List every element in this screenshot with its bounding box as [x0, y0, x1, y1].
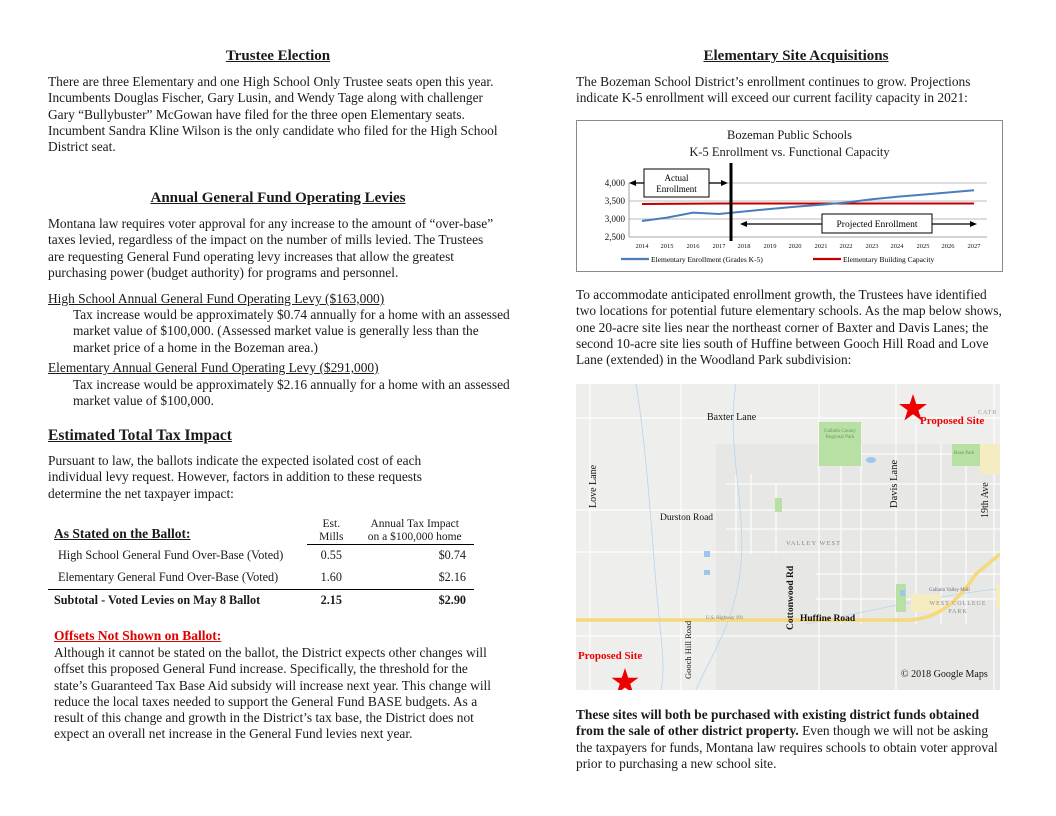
site-acquisitions-heading: Elementary Site Acquisitions: [703, 48, 889, 64]
svg-text:2015: 2015: [660, 243, 674, 250]
map-label-durston: Durston Road: [660, 513, 714, 523]
offsets-body: Although it cannot be stated on the ballot, the District expects other changes will offset this proposed General Fund increase. Specifically, the threshold for the state’s Guaranteed Tax Base Aid subsidy will increase next year. This change will reduce the local taxes needed to support the General Fund BASE budgets. As a result of this change and growth in the District’s tax base, the District does not expect an overall net increase in the General Fund levies next year.: [54, 645, 491, 742]
table-row: [48, 544, 474, 567]
map-label-valley-west: VALLEY WEST: [786, 540, 842, 547]
ballot-table-title: As Stated on the Ballot:: [54, 526, 191, 541]
map-label-cottonwood: Cottonwood Rd: [786, 565, 796, 630]
map-label-huffine: Huffine Road: [800, 614, 856, 624]
levies-body: Montana law requires voter approval for any increase to the amount of “over-base” taxes levied, regardless of the impact on the number of mills levied. The Trustees are requesting General Fund operating levy increases that allow the greatest purchasing power (budget authority) for programs and personnel.: [48, 216, 494, 280]
site-paragraph: To accommodate anticipated enrollment growth, the Trustees have identified two locations for potential future elementary schools. As the map below shows, one 20-acre site lies near the northeast corner of Baxter and Davis Lanes; the second 10-acre site lies south of Huffine between Gooch Hill Road and Love Lane (extended) in the Woodland Park subdivision:: [576, 287, 1002, 368]
map-label-rose-park: Rose Park: [954, 451, 975, 456]
svg-text:2021: 2021: [814, 243, 828, 250]
legend-enrollment: Elementary Enrollment (Grades K-5): [651, 255, 763, 264]
y-tick: 2,500: [604, 232, 625, 242]
site-map: [576, 384, 1000, 690]
col-mills-line2: Mills: [319, 530, 344, 543]
hs-levy-body: Tax increase would be approximately $0.74 annually for a home with an assessed market value of $100,000. (Assessed market value is generally less than the market price of a home in the Bozeman area.): [73, 307, 510, 355]
svg-text:2020: 2020: [788, 243, 802, 250]
row-label: High School General Fund Over-Base (Voted): [58, 547, 284, 562]
svg-text:2027: 2027: [967, 243, 981, 250]
svg-text:2025: 2025: [916, 243, 930, 250]
row-mills: 1.60: [307, 567, 355, 590]
map-label-west-college: WEST COLLEGE PARK: [929, 601, 987, 615]
svg-text:2017: 2017: [712, 243, 726, 250]
col-impact-line2: on a $100,000 home: [367, 530, 462, 543]
trustee-election-heading: Trustee Election: [225, 48, 331, 64]
hs-levy-title: High School Annual General Fund Operating Levy ($163,000): [48, 291, 385, 306]
site-closing: [576, 707, 1006, 772]
row-impact: $2.16: [355, 567, 474, 590]
map-label-love: Love Lane: [588, 464, 599, 508]
map-copyright: © 2018 Google Maps: [901, 669, 988, 680]
tax-impact-table: [48, 510, 474, 612]
map-label-mall: Gallatin Valley Mall: [929, 588, 970, 593]
trustee-election-body: There are three Elementary and one High School Only Trustee seats open this year. Incumbents Douglas Fischer, Gary Lusin, and Wendy Tage along with challenger Gary “Bullybuster” McGowan have filed for the three open Elementary seats. Incumbent Sandra Kline Wilson is the only candidate who filed for the High School District seat.: [48, 74, 498, 155]
tax-impact-body: Pursuant to law, the ballots indicate the expected isolated cost of each individual levy request. However, factors in addition to these requests determine the net taxpayer impact:: [48, 453, 422, 501]
y-tick: 4,000: [604, 178, 625, 188]
row-impact: $0.74: [438, 548, 466, 562]
proposed-site-south-label: Proposed Site: [578, 650, 643, 662]
actual-enrollment-label: Actual: [664, 173, 689, 183]
svg-text:2026: 2026: [941, 243, 955, 250]
svg-text:2022: 2022: [839, 243, 853, 250]
legend-capacity: Elementary Building Capacity: [843, 255, 935, 264]
chart-subtitle: K-5 Enrollment vs. Functional Capacity: [689, 145, 890, 159]
svg-text:2016: 2016: [686, 243, 700, 250]
proposed-site-north-label: Proposed Site: [920, 415, 985, 427]
row-label: Elementary General Fund Over-Base (Voted): [48, 567, 307, 590]
subtotal-label: Subtotal - Voted Levies on May 8 Ballot: [54, 593, 261, 607]
map-label-regional-park: Gallatin County Regional Park: [823, 429, 857, 440]
chart-title: Bozeman Public Schools: [727, 128, 852, 142]
map-graphics: [576, 384, 1000, 690]
elem-levy-title: Elementary Annual General Fund Operating Levy ($291,000): [48, 360, 379, 375]
svg-text:2019: 2019: [763, 243, 777, 250]
offsets-heading: Offsets Not Shown on Ballot:: [54, 628, 222, 643]
subtotal-row: [48, 589, 474, 612]
svg-text:2023: 2023: [865, 243, 879, 250]
svg-text:Enrollment: Enrollment: [656, 184, 697, 194]
map-label-catron: CATR: [978, 410, 998, 416]
projected-enrollment-label: Projected Enrollment: [836, 220, 918, 230]
subtotal-impact: $2.90: [438, 593, 466, 607]
closing-bold: These sites will both be purchased with existing district funds obtained from the sale of other district property.: [576, 707, 980, 739]
col-impact-line1: Annual Tax Impact: [370, 517, 459, 530]
map-label-baxter: Baxter Lane: [707, 412, 757, 423]
map-label-davis: Davis Lane: [889, 459, 900, 508]
closing-rest: Even though we will not be asking the taxpayers for funds, Montana law requires schools to obtain voter approval prior to purchasing a new school site.: [576, 723, 998, 771]
y-tick: 3,000: [604, 214, 625, 224]
col-mills-line1: Est.: [322, 517, 341, 530]
table-row: [48, 567, 474, 590]
y-tick: 3,500: [604, 196, 625, 206]
elem-levy-body: Tax increase would be approximately $2.16 annually for a home with an assessed market value of $100,000.: [73, 377, 510, 409]
table-header-row: [48, 510, 474, 544]
svg-text:2024: 2024: [890, 243, 904, 250]
tax-impact-heading: Estimated Total Tax Impact: [48, 427, 232, 444]
map-label-19th: 19th Ave: [980, 482, 991, 518]
svg-text:2014: 2014: [635, 243, 649, 250]
subtotal-mills: 2.15: [320, 593, 342, 607]
enrollment-chart: [576, 120, 1003, 272]
map-label-gooch: Gooch Hill Road: [683, 620, 693, 679]
chart-plot: [577, 121, 1002, 271]
levies-heading: Annual General Fund Operating Levies: [150, 190, 406, 206]
site-intro: The Bozeman School District’s enrollment continues to grow. Projections indicate K-5 enrollment will exceed our current facility capacity in 2021:: [576, 74, 971, 106]
row-mills: 0.55: [320, 548, 342, 562]
map-label-highway: U.S. Highway 191: [706, 616, 744, 621]
svg-text:2018: 2018: [737, 243, 751, 250]
